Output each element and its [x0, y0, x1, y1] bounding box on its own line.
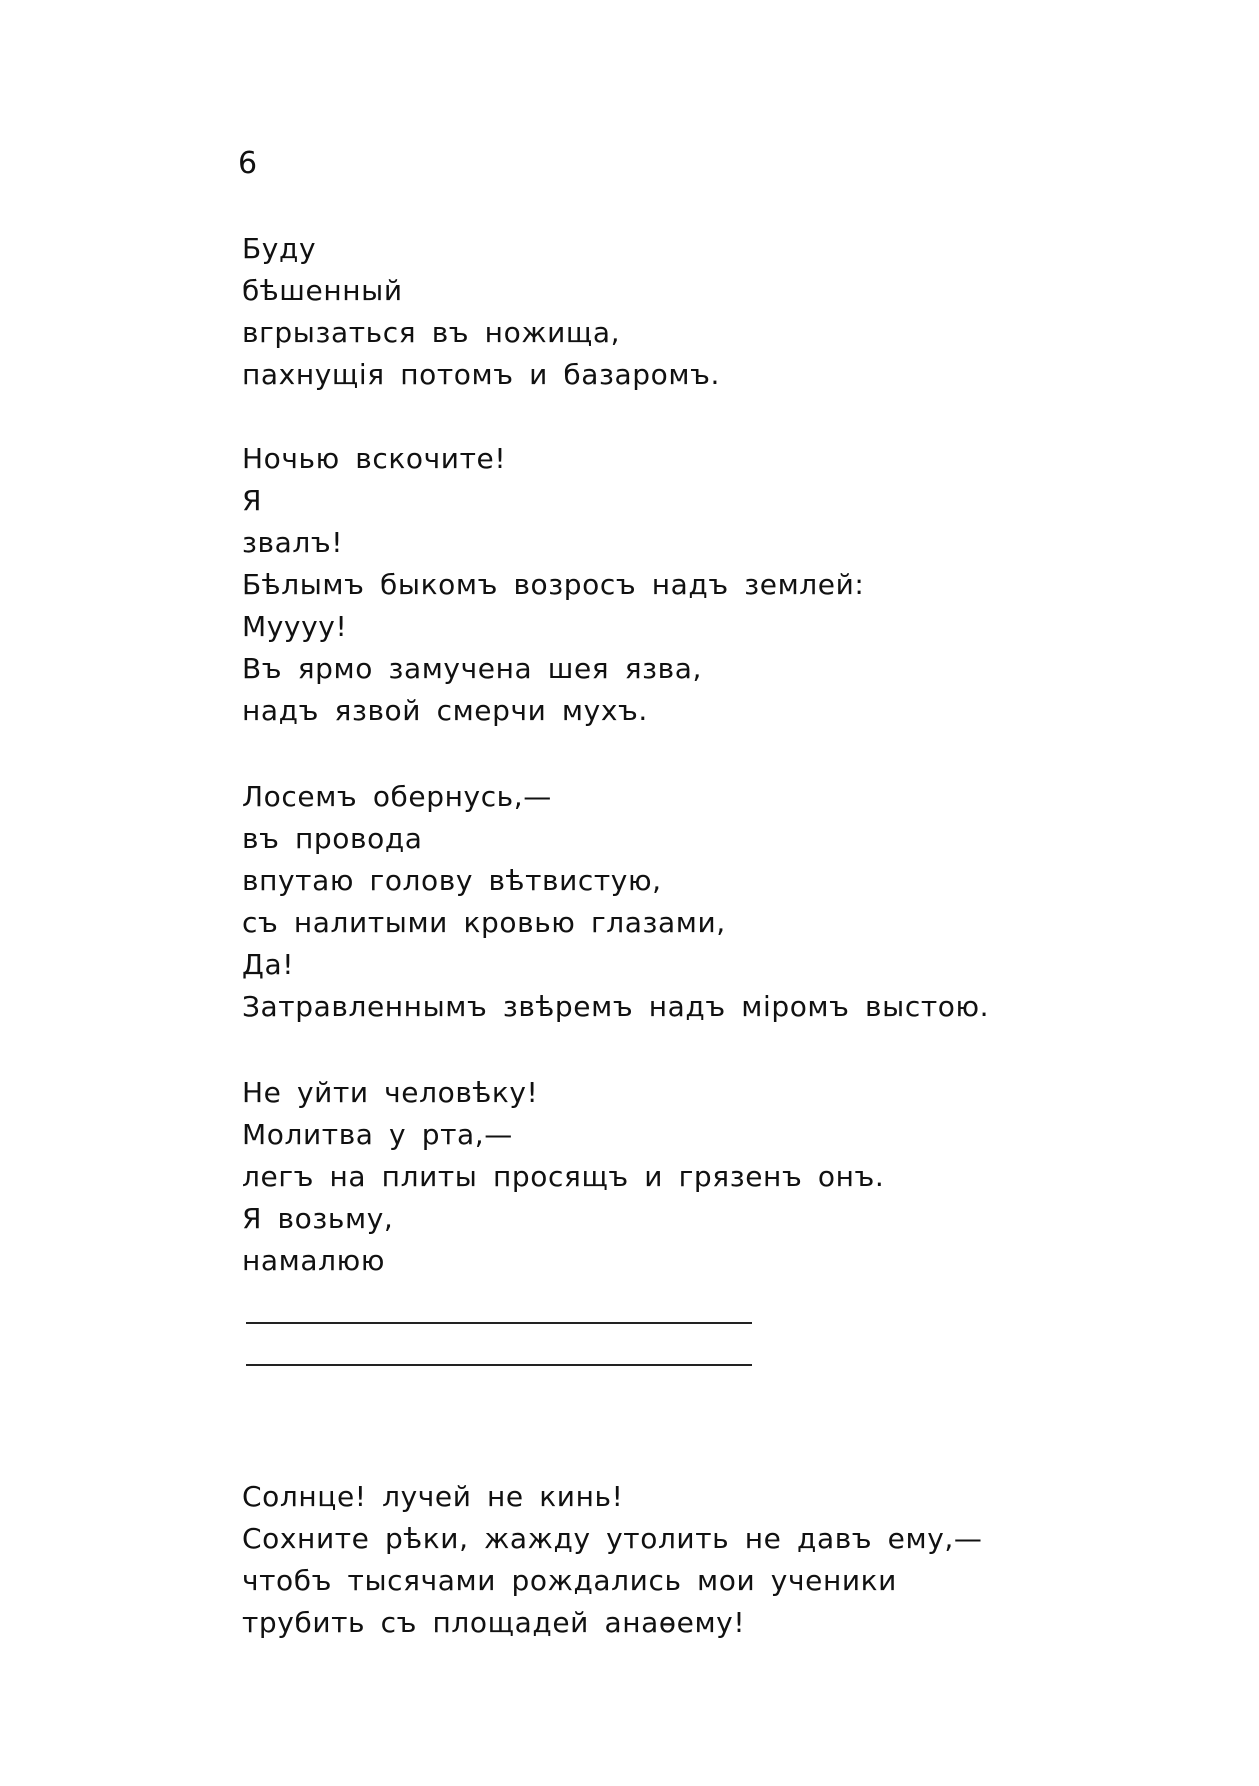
stanza-4 — [242, 1072, 884, 1282]
poem-line: пахнущія потомъ и базаромъ. — [242, 358, 720, 391]
omission-rule — [246, 1364, 752, 1366]
poem-line: Сохните рѣки, жажду утолить не давъ ему,— — [242, 1522, 983, 1555]
stanza-3 — [242, 776, 989, 1028]
poem-line: Да! — [242, 948, 295, 981]
page-number: 6 — [238, 146, 258, 181]
poem-line: Затравленнымъ звѣремъ надъ міромъ выстою. — [242, 990, 990, 1023]
poem-line: бѣшенный — [242, 274, 403, 307]
poem-line: Не уйти человѣку! — [242, 1076, 539, 1109]
poem-line: Буду — [242, 232, 317, 265]
poem-line: легъ на плиты просящъ и грязенъ онъ. — [242, 1160, 885, 1193]
poem-line: звалъ! — [242, 526, 344, 559]
stanza-2 — [242, 438, 864, 732]
poem-line: впутаю голову вѣтвистую, — [242, 864, 662, 897]
poem-line: Въ ярмо замучена шея язва, — [242, 652, 703, 685]
stanza-5 — [242, 1476, 983, 1644]
poem-line: Молитва у рта,— — [242, 1118, 513, 1151]
poem-line: вгрызаться въ ножища, — [242, 316, 621, 349]
poem-line: чтобъ тысячами рождались мои ученики — [242, 1564, 897, 1597]
poem-line: намалюю — [242, 1244, 385, 1277]
poem-line: Мyyyy! — [242, 610, 348, 643]
poem-line: въ провода — [242, 822, 423, 855]
poem-line: Ночью вскочите! — [242, 442, 507, 475]
stanza-1 — [242, 228, 720, 396]
poem-line: съ налитыми кровью глазами, — [242, 906, 726, 939]
poem-line: Я возьму, — [242, 1202, 394, 1235]
poem-line: Бѣлымъ быкомъ возросъ надъ землей: — [242, 568, 865, 601]
poem-line: трубить съ площадей анаѳему! — [242, 1606, 746, 1639]
poem-line: Солнце! лучей не кинь! — [242, 1480, 624, 1513]
poem-line: Лосемъ обернусь,— — [242, 780, 552, 813]
omission-rule — [246, 1322, 752, 1324]
poem-line: надъ язвой смерчи мухъ. — [242, 694, 648, 727]
poem-line: Я — [242, 484, 263, 517]
